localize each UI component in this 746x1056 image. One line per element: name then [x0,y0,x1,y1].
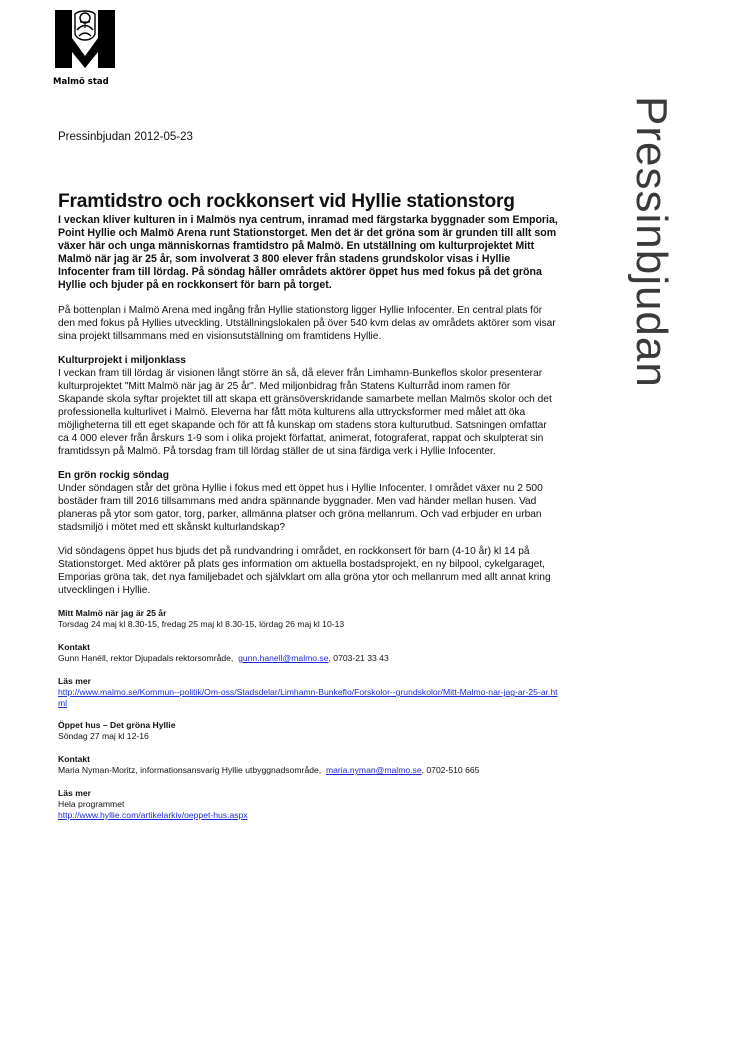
read-more-block-1 [58,676,558,708]
section-body: I veckan fram till lördag är visionen långt större än så, då elever från Limhamn-Bunkeflos skolor presenterar kulturprojektet "Mitt Malmö när jag är 25 år". Med miljonbidrag från Statens Kulturråd inom ramen för Skapande skola syftar projektet till att skapa ett gränsöverskridande samarbete mellan Malmös skolor och det professionella kulturlivet i Malmö. Eleverna har fått möta kulturens alla uttrycksformer med målet att öka möjligheterna till ett eget skapande och för att få kunskap om stadens stora kulturutbud. Satsningen omfattar ca 4 000 elever från årskurs 1-9 som i olika projekt författat, animerat, fotograferat, rappat och skulpterat sin framtidssyn på Malmö. På torsdag fram till lördag ställer de ut sina färdiga verk i Hyllie Infocenter. [58,368,552,457]
section-body: Under söndagen står det gröna Hyllie i fokus med ett öppet hus i Hyllie Infocenter. I området växer nu 2 500 bostäder fram till 2016 tillsammans med andra spännande byggnader. Men vad händer mellan husen. Vad planeras på ytor som gator, torg, parker, allmänna platser och gröna mellanrum. Och vad erbjuder en urban stadsmiljö i mötet med ett skånskt kulturlandskap? [58,483,543,533]
event-mitt-malmo [58,608,558,630]
lead-paragraph: I veckan kliver kulturen in i Malmös nya centrum, inramad med färgstarka byggnader som Emporia, Point Hyllie och Malmö Arena runt Stationstorget. Men det är det gröna som är grunden till allt som växer här och unga människornas framtidstro på Malmö. En utställning om kulturprojektet Mitt Malmö när jag är 25 år, som involverat 3 800 elever från stadens grundskolor visas i Hyllie Infocenter fram till lördag. På söndag håller områdets aktörer öppet hus med fokus på det gröna Hyllie och bjuder på en rockkonsert för barn på torget. [58,214,558,291]
read-more-text: Hela programmet [58,799,125,809]
contact-email-link[interactable]: gunn.hanell@malmo.se [238,653,329,663]
open-house-paragraph: Vid söndagens öppet hus bjuds det på rundvandring i området, en rockkonsert för barn (4-10 år) kl 14 på Stationstorget. Med aktörer på plats ges information om aktuella bostadsprojekt, en ny bilpool, cykelgaraget, Emporias gröna tak, det nya familjebadet och självklart om alla gröna ytor och mellanrum med allt annat kring utvecklingen i Hyllie. [58,546,551,596]
section-kulturprojekt [58,354,558,458]
info-heading: Kontakt [58,754,90,764]
headline: Framtidstro och rockkonsert vid Hyllie stationstorg [58,191,515,212]
event-details: Torsdag 24 maj kl 8.30-15, fredag 25 maj kl 8.30-15, lördag 26 maj kl 10-13 [58,619,345,629]
info-heading: Mitt Malmö när jag är 25 år [58,608,167,618]
info-heading: Läs mer [58,676,91,686]
contact-phone: , 0702-510 665 [421,765,480,775]
contact-phone: , 0703-21 33 43 [328,653,389,663]
event-oppet-hus [58,720,558,742]
press-release-body [58,131,558,833]
read-more-link[interactable]: http://www.hyllie.com/artikelarkiv/oeppet-hus.aspx [58,810,248,820]
contact-email-link[interactable]: maria.nyman@malmo.se [325,765,422,775]
side-title-text: Pressinbjudan [627,96,676,388]
contact-block-2 [58,754,558,776]
info-heading: Kontakt [58,642,90,652]
malmo-logo [52,8,118,90]
section-heading: En grön rockig söndag [58,470,169,481]
intro-paragraph: På bottenplan i Malmö Arena med ingång från Hyllie stationstorg ligger Hyllie Infocenter. En central plats för den med fokus på Hyllies utveckling. Utställningslokalen på över 540 kvm delas av områdets aktörer som visar sina projekt tillsammans med en visionsutställning om framtidens Hyllie. [58,305,556,342]
contact-line [58,653,558,664]
logo-org-name: Malmö stad [53,77,109,87]
section-heading: Kulturprojekt i miljonklass [58,355,186,366]
event-details: Söndag 27 maj kl 12-16 [58,731,149,741]
section-gron-sondag [58,469,558,534]
contact-block-1 [58,642,558,664]
info-heading: Öppet hus – Det gröna Hyllie [58,720,176,730]
malmo-coat-of-arms-icon [52,8,118,76]
read-more-block-2 [58,788,558,821]
contact-line [58,765,558,776]
read-more-link[interactable]: http://www.malmo.se/Kommun--politik/Om-oss/Stadsdelar/Limhamn-Bunkeflo/Forskolor--grundskolor/Mitt-Malmo-nar-jag-ar-25-ar.html [58,687,558,708]
contact-name: Maria Nyman-Moritz, informationsansvarig Hyllie utbyggnadsområde, [58,765,322,775]
side-title-vertical [622,96,682,456]
contact-name: Gunn Hanéll, rektor Djupadals rektorsområde, [58,653,234,663]
info-heading: Läs mer [58,788,91,798]
document-type-date: Pressinbjudan 2012-05-23 [58,131,193,143]
